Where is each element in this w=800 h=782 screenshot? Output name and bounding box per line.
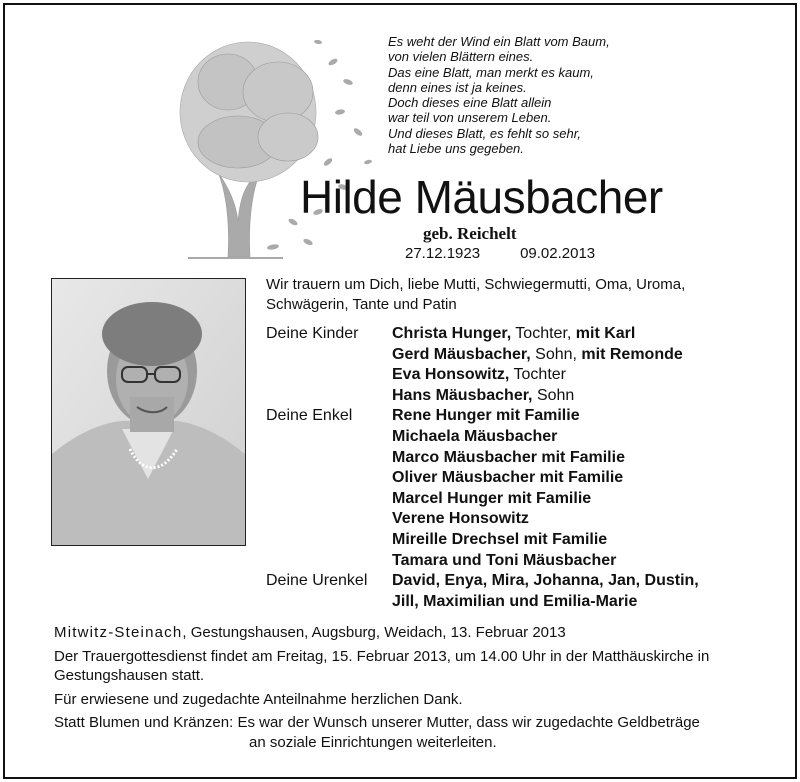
service-text: Der Trauergottesdienst findet am Freitag, 15. Februar 2013, um 14.00 Uhr in der Matthäuskirche in Gestungshausen statt. xyxy=(54,647,710,684)
list-row xyxy=(266,468,699,489)
list-item: Hans Mäusbacher, Sohn xyxy=(392,386,575,404)
flowers-text: Statt Blumen und Kränzen: Es war der Wunsch unserer Mutter, dass wir zugedachte Geldbeträge an soziale Einrichtungen weiterleiten. xyxy=(54,714,700,751)
enkel-label: Deine Enkel xyxy=(266,407,353,425)
list-row xyxy=(266,509,699,530)
poem xyxy=(388,34,610,156)
place-date-line: Mitwitz-Steinach, Gestungshausen, Augsburg, Weidach, 13. Februar 2013 xyxy=(54,624,566,641)
deceased-name: Hilde Mäusbacher xyxy=(300,171,663,223)
list-item: Christa Hunger, Tochter, mit Karl xyxy=(392,325,636,342)
life-dates xyxy=(405,245,595,262)
list-item: Oliver Mäusbacher mit Familie xyxy=(392,469,624,487)
list-item: David, Enya, Mira, Johanna, Jan, Dustin, xyxy=(392,572,699,590)
list-item: Verene Honsowitz xyxy=(392,510,529,528)
list-row xyxy=(266,427,699,448)
poem-line: von vielen Blättern eines. xyxy=(388,49,534,65)
list-row xyxy=(266,365,699,386)
list-item: Tamara und Toni Mäusbacher xyxy=(392,551,617,569)
mourners-list xyxy=(266,324,699,612)
poem-line: hat Liebe uns gegeben. xyxy=(388,141,524,157)
list-row xyxy=(266,592,699,613)
list-item: Marco Mäusbacher mit Familie xyxy=(392,448,625,466)
poem-line: Doch dieses eine Blatt allein xyxy=(388,95,552,111)
list-item: Marcel Hunger mit Familie xyxy=(392,489,592,507)
tree-illustration xyxy=(168,22,408,262)
list-item: Mireille Drechsel mit Familie xyxy=(392,530,608,548)
list-row xyxy=(266,345,699,366)
list-row xyxy=(266,406,699,427)
list-row xyxy=(266,489,699,510)
list-row xyxy=(266,551,699,572)
poem-line: Das eine Blatt, man merkt es kaum, xyxy=(388,64,594,80)
list-row xyxy=(266,324,699,345)
poem-line: Es weht der Wind ein Blatt vom Baum, xyxy=(388,34,610,49)
birth-name: geb. Reichelt xyxy=(423,224,517,243)
list-item: Rene Hunger mit Familie xyxy=(392,407,580,425)
birth-date: 27.12.1923 xyxy=(405,245,481,262)
place-name: Mitwitz-Steinach xyxy=(54,624,183,641)
list-item: Eva Honsowitz, Tochter xyxy=(392,366,566,384)
list-item: Michaela Mäusbacher xyxy=(392,427,558,445)
kinder-label: Deine Kinder xyxy=(266,325,359,342)
poem-line: war teil von unserem Leben. xyxy=(388,110,552,126)
list-row xyxy=(266,448,699,469)
thanks-text: Für erwiesene und zugedachte Anteilnahme herzlichen Dank. xyxy=(54,690,463,708)
urenkel-label: Deine Urenkel xyxy=(266,572,368,590)
poem-line: Und dieses Blatt, es fehlt so sehr, xyxy=(388,125,581,141)
death-date: 09.02.2013 xyxy=(520,245,596,262)
list-item: Jill, Maximilian und Emilia-Marie xyxy=(392,592,638,610)
list-item: Gerd Mäusbacher, Sohn, mit Remonde xyxy=(392,345,683,363)
footer xyxy=(54,623,774,752)
poem-line: denn eines ist ja keines. xyxy=(388,79,527,95)
portrait-photo xyxy=(51,278,246,546)
list-row xyxy=(266,530,699,551)
intro-text: Wir trauern um Dich, liebe Mutti, Schwiegermutti, Oma, Uroma, Schwägerin, Tante und Patin xyxy=(266,276,686,313)
list-row xyxy=(266,386,699,407)
list-row xyxy=(266,571,699,592)
